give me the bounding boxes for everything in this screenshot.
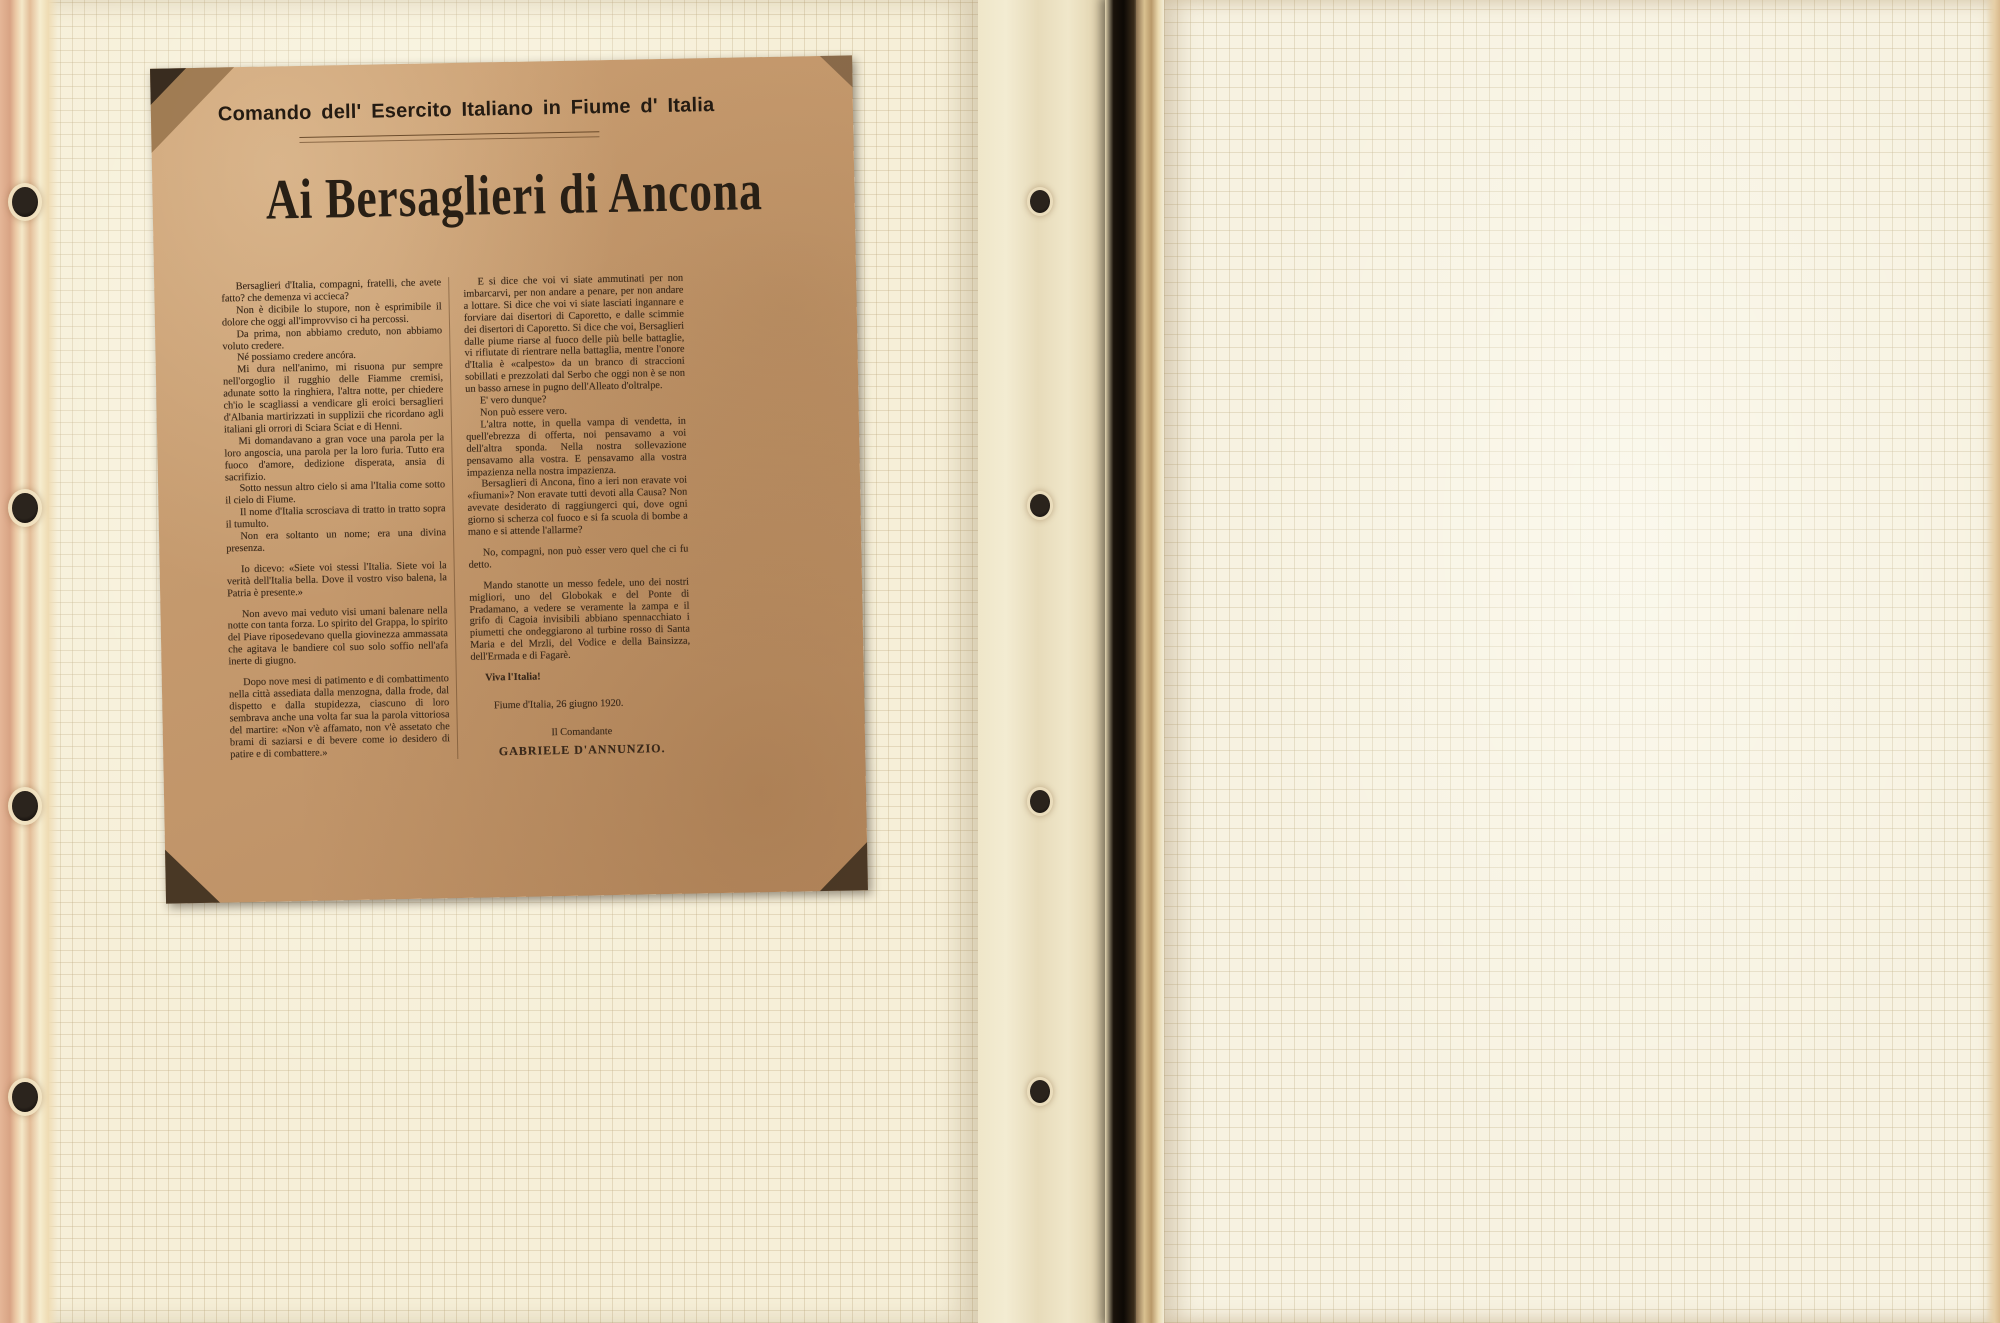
- text-column-1: [221, 277, 450, 763]
- paragraph: Non era soltanto un nome; era una divina presenza.: [226, 527, 447, 555]
- binding-hole: [1030, 190, 1050, 213]
- binding-hole: [12, 493, 38, 523]
- photo-corner-bottom-left: [161, 845, 224, 904]
- paragraph: Bersaglieri di Ancona, fino a ieri non eravate voi «fiumani»? Non eravate tutti devoti alla Causa? Non avevate desiderato di raggiungerci qui, dove ogni giorno si scherza col fuoco e si fa scuola di bombe a mano e si attende l'allarme?: [467, 474, 688, 538]
- paragraph: Non è dicibile lo stupore, non è esprimibile il dolore che oggi all'improvviso ci ha percossi.: [221, 301, 442, 329]
- header-rule: [299, 131, 599, 143]
- album-page-right: [1164, 0, 2000, 1323]
- left-document-header: Comando dell' Esercito Italiano in Fiume d' Italia: [217, 93, 715, 126]
- paragraph: Né possiamo credere ancóra.: [236, 350, 357, 364]
- gutter-page-edge: [1136, 0, 1164, 1323]
- paragraph: Io dicevo: «Siete voi stessi l'Italia. Siete voi la verità dell'Italia bella. Dove il vostro viso balena, la Patria è presente.»: [226, 560, 447, 600]
- paragraph: Bersaglieri d'Italia, compagni, fratelli, che avete fatto? che demenza vi accieca?: [221, 277, 442, 305]
- paragraph: Fiume d'Italia, 26 giugno 1920.: [493, 697, 624, 712]
- photo-corner-top-right: [816, 55, 857, 92]
- paragraph: Viva l'Italia!: [485, 671, 541, 684]
- binding-hole: [1030, 1080, 1050, 1103]
- paragraph: Mi domandavano a gran voce una parola per la loro angoscia, una parola per la loro furia. Tutto era fuoco d'amore, dedizione disperata, ansia di sacrifizio.: [224, 432, 445, 483]
- paragraph: L'altra notte, in quella vampa di vendetta, in quell'ebrezza di offerta, noi pensavamo a voi dell'altra sponda. Nella nostra sollevazione pensavamo alla vostra. E pensavamo alla vostra impazienza nella nostra impazienza.: [466, 415, 687, 479]
- paragraph: GABRIELE D'ANNUNZIO.: [498, 740, 666, 759]
- photo-corner-top-left-mount: [150, 64, 191, 109]
- paragraph: Mi dura nell'animo, mi risuona pur sempre nell'orgoglio il rugghio delle Fiamme cremisi, adunate sotto la ringhiera, l'altra notte, per chiedere ch'io le scagliassi a vendicare gli eroici bersaglieri d'Albania martirizzati in supplizii che ricordano agli italiani gli orrori di Sciara Sciat e di Henni.: [222, 360, 444, 436]
- binding-hole: [12, 1082, 38, 1112]
- paragraph: Mando stanotte un messo fedele, uno dei nostri migliori, uno del Globokak e del Ponte di Pradamano, a vedere se veramente la zampa e il grifo di Cagoia invisibili abbiano spennacchiato i piumetti che ondeggiarono al turbine rosso di Santa Maria e del Mrzli, del Vodice e della Bainsizza, dell'Ermada e di Fagarè.: [469, 576, 691, 663]
- paragraph: Da prima, non abbiamo creduto, non abbiamo voluto credere.: [222, 324, 443, 353]
- left-document-content: [217, 93, 764, 763]
- paragraph: Non può essere vero.: [480, 405, 568, 419]
- paragraph: E' vero dunque?: [479, 394, 547, 407]
- paragraph: E si dice che voi vi siate ammutinati per non imbarcarvi, per non andare a penare, per non andare a lottare. Si dice che voi vi siate lasciati ingannare e forviare dai disertori di Caporetto, e dalle scimmie dei disertori di Caporetto. Si dice che voi, Bersaglieri dalle piume riarse al fuoco delle più belle battaglie, vi rifiutate di rientrare nella battaglia, mentre l'onore d'Italia è «calpesto» da un branco di straccioni sobillati e prezzolati dal Serbo che oggi non è se non un basso arnese in pugno dell'Alleato d'oltralpe.: [463, 272, 686, 395]
- binding-hole: [1030, 494, 1050, 517]
- document-ai-bersaglieri-di-ancona: [150, 55, 868, 903]
- text-column-2: [448, 273, 692, 759]
- binding-hole: [1030, 790, 1050, 813]
- gutter-shadow: [1105, 0, 1139, 1323]
- binding-gutter: [978, 0, 1164, 1323]
- paragraph: Il nome d'Italia scrosciava di tratto in tratto sopra il tumulto.: [225, 503, 446, 531]
- binding-hole: [12, 791, 38, 821]
- photo-corner-bottom-right: [815, 838, 868, 895]
- album-page-left: [0, 0, 978, 1323]
- left-document-title: Ai Bersaglieri di Ancona: [265, 159, 764, 232]
- paragraph: Non avevo mai veduto visi umani balenare nella notte con tanta forza. Lo spirito del Grappa, lo spirito del Piave riposedevano quella giovinezza ammassata che agitava le bandiere col suo solo soffio nell'afa inerte di giugno.: [227, 604, 449, 668]
- paragraph: No, compagni, non può esser vero quel che ci fu detto.: [468, 543, 689, 571]
- paragraph: Il Comandante: [551, 725, 613, 739]
- left-document-columns: [221, 273, 692, 763]
- binding-hole: [12, 187, 38, 217]
- paragraph: Dopo nove mesi di patimento e di combattimento nella città assediata dalla menzogna, dalla frode, dal dispetto e dalla stupidezza, ciascuno di loro sembrava anche una volta far sua la parola vittoriosa del martire: «Non v'è affamato, non v'è assetato che brami di saziarsi e di bevere come io desidero di patire e di combattere.»: [228, 673, 451, 760]
- paragraph: Sotto nessun altro cielo si ama l'Italia come sotto il cielo di Fiume.: [225, 479, 446, 507]
